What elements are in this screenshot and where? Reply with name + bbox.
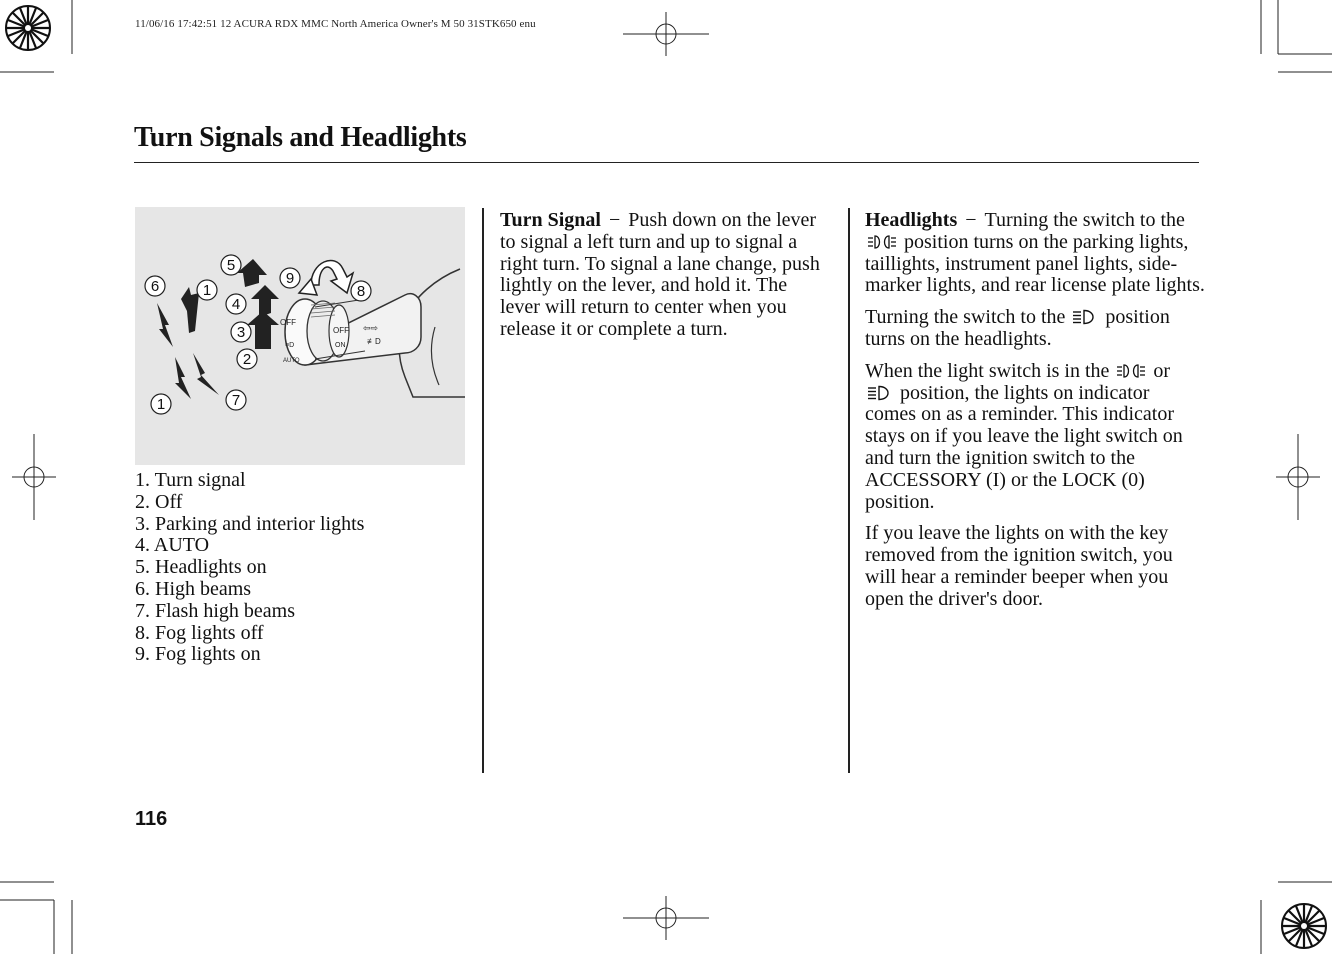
callout-3: 3 bbox=[236, 324, 246, 341]
headlights-section bbox=[865, 210, 1205, 621]
turn-signal-heading: Turn Signal bbox=[500, 209, 601, 231]
legend-item: 2. Off bbox=[135, 490, 183, 513]
title-rule bbox=[134, 162, 1199, 163]
text-run: Turning the switch to the bbox=[865, 306, 1066, 329]
switch-label-on: ON bbox=[335, 342, 346, 349]
turn-signal-text: Push down on the lever to signal a left turn and up to signal a right turn. To signal a lane change, push lightly on the lever, and hold it. The lever will return to center when you release it or complete a turn. bbox=[500, 209, 820, 340]
headlights-paragraph-1 bbox=[865, 210, 1205, 297]
page-title: Turn Signals and Headlights bbox=[134, 122, 467, 153]
callout-5: 5 bbox=[226, 257, 236, 274]
text-run: or bbox=[1153, 359, 1171, 382]
turn-signal-section bbox=[500, 210, 820, 351]
figure-legend bbox=[135, 470, 364, 666]
em-dash: − bbox=[609, 209, 621, 231]
switch-label-off: OFF bbox=[280, 318, 296, 327]
parking-lights-icon bbox=[867, 234, 897, 250]
svg-text:⇦⇨: ⇦⇨ bbox=[363, 323, 379, 333]
legend-item: 3. Parking and interior lights bbox=[135, 512, 365, 535]
legend-item: 5. Headlights on bbox=[135, 556, 267, 579]
text-run: Turning the switch to the bbox=[984, 209, 1185, 231]
text-run: position turns on the parking lights, taillights, instrument panel lights, side-marker lights, and rear license plate lights. bbox=[865, 230, 1205, 297]
print-info-line: 11/06/16 17:42:51 12 ACURA RDX MMC North America Owner's M 50 31STK650 enu bbox=[135, 18, 536, 30]
legend-item: 1. Turn signal bbox=[135, 469, 246, 491]
headlights-icon bbox=[867, 385, 893, 401]
turn-signal-lever-illustration bbox=[135, 207, 465, 465]
legend-item: 9. Fog lights on bbox=[135, 643, 261, 666]
text-run: When the light switch is in the bbox=[865, 359, 1110, 382]
legend-item: 4. AUTO bbox=[135, 534, 210, 557]
text-run: position turns on the headlights. bbox=[865, 306, 1170, 350]
callout-9: 9 bbox=[285, 270, 295, 287]
turn-signal-paragraph bbox=[500, 210, 820, 341]
callout-4: 4 bbox=[231, 296, 241, 313]
callout-6: 6 bbox=[150, 278, 160, 295]
legend-item: 7. Flash high beams bbox=[135, 599, 295, 622]
text-run: position, the lights on indicator comes on as a reminder. This indicator stays on if you leave the light switch on and turn the ignition switch to the ACCESSORY (I) or the LOCK (0) position. bbox=[865, 381, 1183, 513]
callout-8: 8 bbox=[356, 283, 366, 300]
headlights-paragraph-4: If you leave the lights on with the key removed from the ignition switch, you will hear a reminder beeper when you open the driver's door. bbox=[865, 522, 1173, 610]
callout-2: 2 bbox=[242, 351, 252, 368]
registration-mark-icon bbox=[4, 4, 52, 52]
legend-item: 8. Fog lights off bbox=[135, 621, 264, 644]
callout-1-bottom: 1 bbox=[156, 396, 166, 413]
page-number: 116 bbox=[135, 808, 168, 830]
headlights-paragraph-3 bbox=[865, 361, 1205, 514]
callout-7: 7 bbox=[231, 392, 241, 409]
parking-lights-icon bbox=[1116, 363, 1146, 379]
headlights-paragraph-2 bbox=[865, 307, 1205, 351]
legend-item: 6. High beams bbox=[135, 577, 252, 600]
headlights-heading: Headlights bbox=[865, 209, 958, 231]
switch-label-off2: OFF bbox=[333, 326, 349, 335]
switch-label-auto: AUTO bbox=[283, 358, 300, 364]
column-divider bbox=[482, 208, 484, 773]
svg-text:≢D: ≢D bbox=[367, 337, 381, 346]
svg-text:≡D: ≡D bbox=[285, 342, 295, 349]
headlights-icon bbox=[1072, 309, 1098, 325]
callout-1-top: 1 bbox=[202, 282, 212, 299]
em-dash: − bbox=[965, 209, 977, 231]
lever-diagram bbox=[135, 207, 465, 465]
column-divider bbox=[848, 208, 850, 773]
registration-mark-icon bbox=[1280, 902, 1328, 950]
